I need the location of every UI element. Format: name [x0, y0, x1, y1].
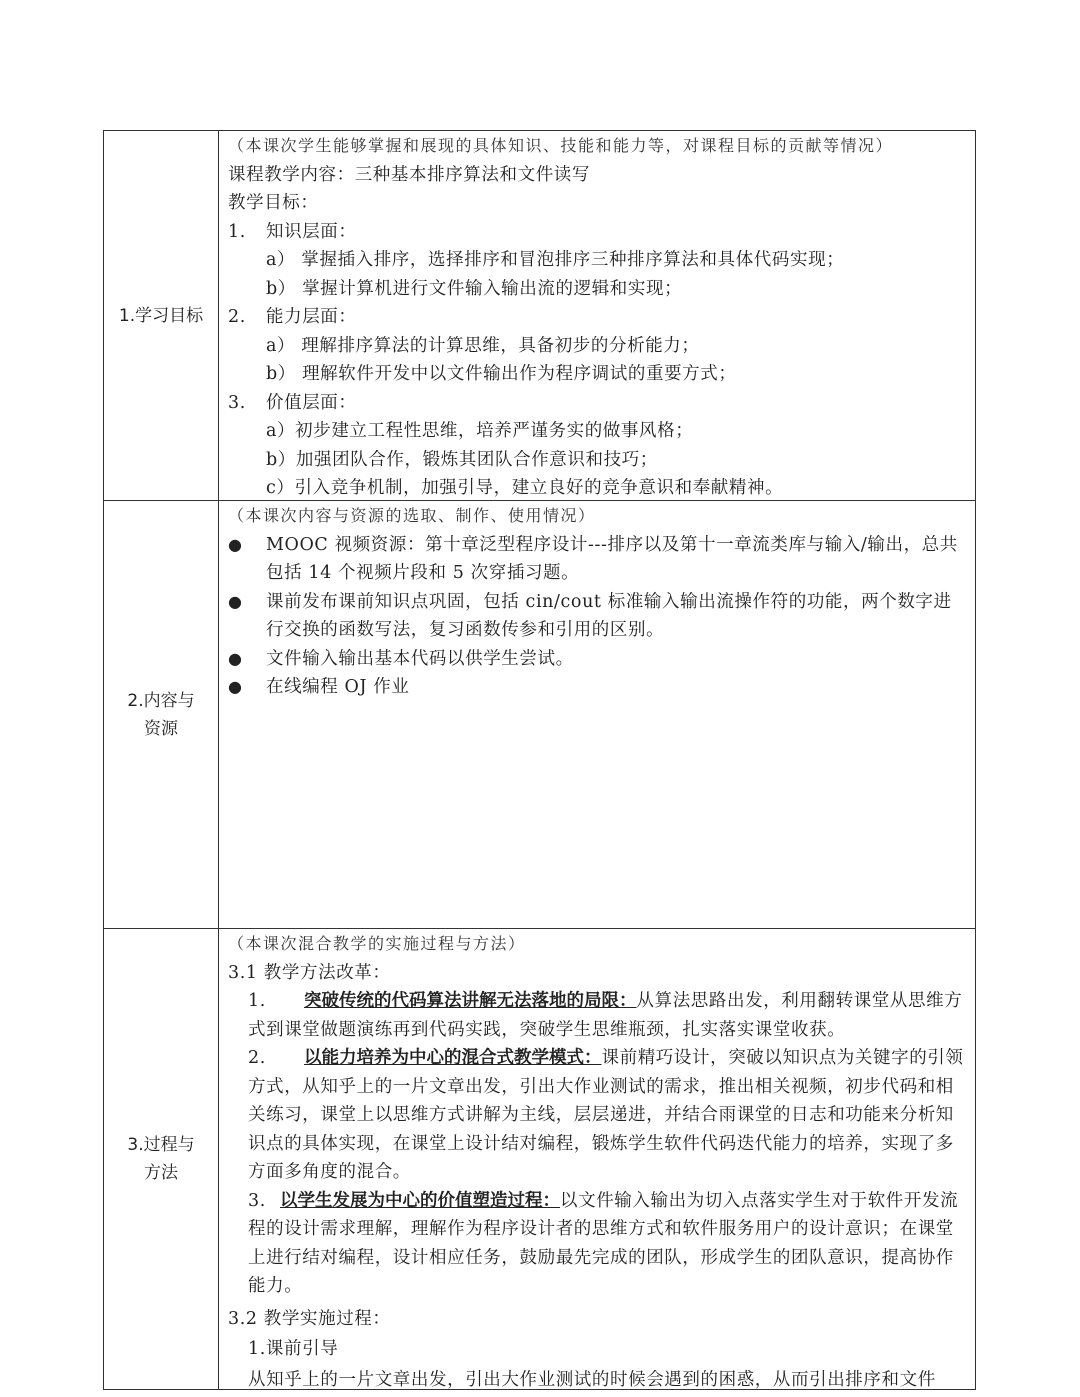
hint-text: （本课次学生能够掌握和展现的具体知识、技能和能力等，对课程目标的贡献等情况） [228, 136, 894, 155]
bullet-icon: ● [228, 591, 243, 611]
row-label [104, 929, 219, 1389]
reform-text: 课前精巧设计，突破以知识点为关键字的引领方式，从知乎上的一片文章出发，引出大作业测试的需求，推出相关视频，初步代码和相关练习，课堂上以思维方式讲解为主线，层层递进，并结合雨课堂的日志和功能来分析知识点的具体实现，在课堂上设计结对编程，锻炼学生软件代码迭代能力的培养，实现了多方面多角度的混合。 [248, 1048, 964, 1182]
bullet-icon: ● [228, 534, 243, 554]
reform-text: 以文件输入输出为切入点落实学生对于软件开发流程的设计需求理解，理解作为程序设计者的思维方式和软件服务用户的设计意识；在课堂上进行结对编程，设计相应任务，鼓励最先完成的团队，形成学生的团队意识，提高协作能力。 [248, 1190, 959, 1296]
reform-number: 3. [248, 1190, 266, 1211]
goal-item: b）加强团队合作，锻炼其团队合作意识和技巧； [266, 449, 658, 470]
bullet-text: 文件输入输出基本代码以供学生尝试。 [266, 648, 574, 669]
reform-number: 1. [248, 991, 266, 1011]
row-learning-goals [104, 131, 975, 500]
bullet-item [228, 588, 967, 645]
step-text: 从知乎上的一片文章出发，引出大作业测试的时候会遇到的困惑，从而引出排序和文件 [248, 1369, 936, 1390]
bullet-item [228, 645, 967, 674]
goal-heading [228, 389, 967, 418]
goal-title: 知识层面： [266, 221, 357, 242]
bullet-icon: ● [228, 648, 243, 668]
goal-number: 3. [228, 392, 246, 413]
row-label [104, 131, 219, 500]
goal-item: a） 掌握插入排序，选择排序和冒泡排序三种排序算法和具体代码实现； [266, 250, 845, 270]
goal-item: b） 掌握计算机进行文件输入输出流的逻辑和实现； [266, 278, 683, 299]
row-content [219, 929, 975, 1389]
row-process-methods [104, 928, 975, 1389]
goal-number: 1. [228, 221, 246, 242]
step-title: 1.课前引导 [248, 1339, 339, 1359]
row-content-resources [104, 500, 975, 928]
goal-item: c）引入竞争机制，加强引导，建立良好的竞争意识和奉献精神。 [266, 478, 784, 498]
hint-text: （本课次混合教学的实施过程与方法） [228, 934, 526, 953]
row-label [104, 501, 219, 928]
bullet-text: 在线编程 OJ 作业 [266, 677, 410, 697]
reform-text: 从算法思路出发，利用翻转课堂从思维方式到课堂做题演练再到代码实践，突破学生思维瓶颈，扎实落实课堂收获。 [248, 991, 963, 1040]
bullet-item [228, 531, 967, 588]
goal-number: 2. [228, 307, 246, 327]
section-title: 3.2 教学实施过程： [228, 1308, 391, 1329]
bullet-item [228, 673, 967, 702]
goal-heading [228, 218, 967, 247]
content-title: 课程教学内容：三种基本排序算法和文件读写 [228, 164, 590, 185]
row-label-line: 3.过程与 [127, 1135, 195, 1155]
lesson-plan-table [103, 130, 976, 1390]
goal-title: 能力层面： [266, 307, 357, 327]
reform-title: 突破传统的代码算法讲解无法落地的局限： [304, 991, 637, 1011]
row-content [219, 131, 975, 500]
goals-title: 教学目标： [228, 193, 319, 213]
goal-item: a） 理解排序算法的计算思维，具备初步的分析能力； [266, 335, 700, 356]
row-label-line: 方法 [143, 1163, 178, 1183]
bullet-text: 课前发布课前知识点巩固，包括 cin/cout 标准输入输出流操作符的功能，两个数字进行交换的函数写法，复习函数传参和引用的区别。 [266, 591, 952, 640]
reform-title: 以学生发展为中心的价值塑造过程： [280, 1190, 560, 1211]
reform-item [228, 1044, 967, 1187]
goal-title: 价值层面： [266, 392, 357, 413]
reform-title: 以能力培养为中心的混合式教学模式： [304, 1048, 602, 1068]
goal-item: b） 理解软件开发中以文件输出作为程序调试的重要方式； [266, 364, 737, 384]
reform-item [228, 1187, 967, 1301]
row-label-line: 2.内容与 [127, 690, 195, 711]
row-content [219, 501, 975, 928]
section-title: 3.1 教学方法改革： [228, 962, 391, 983]
row-label-line: 1.学习目标 [118, 305, 204, 326]
hint-text: （本课次内容与资源的选取、制作、使用情况） [228, 506, 596, 525]
goal-heading [228, 303, 967, 332]
bullet-icon: ● [228, 677, 243, 696]
reform-number: 2. [248, 1048, 266, 1068]
goal-item: a）初步建立工程性思维，培养严谨务实的做事风格； [266, 421, 694, 441]
row-label-line: 资源 [143, 718, 178, 739]
bullet-text: MOOC 视频资源：第十章泛型程序设计---排序以及第十一章流类库与输入/输出，总共包括 14 个视频片段和 5 次穿插习题。 [266, 534, 958, 583]
reform-item [228, 987, 967, 1044]
